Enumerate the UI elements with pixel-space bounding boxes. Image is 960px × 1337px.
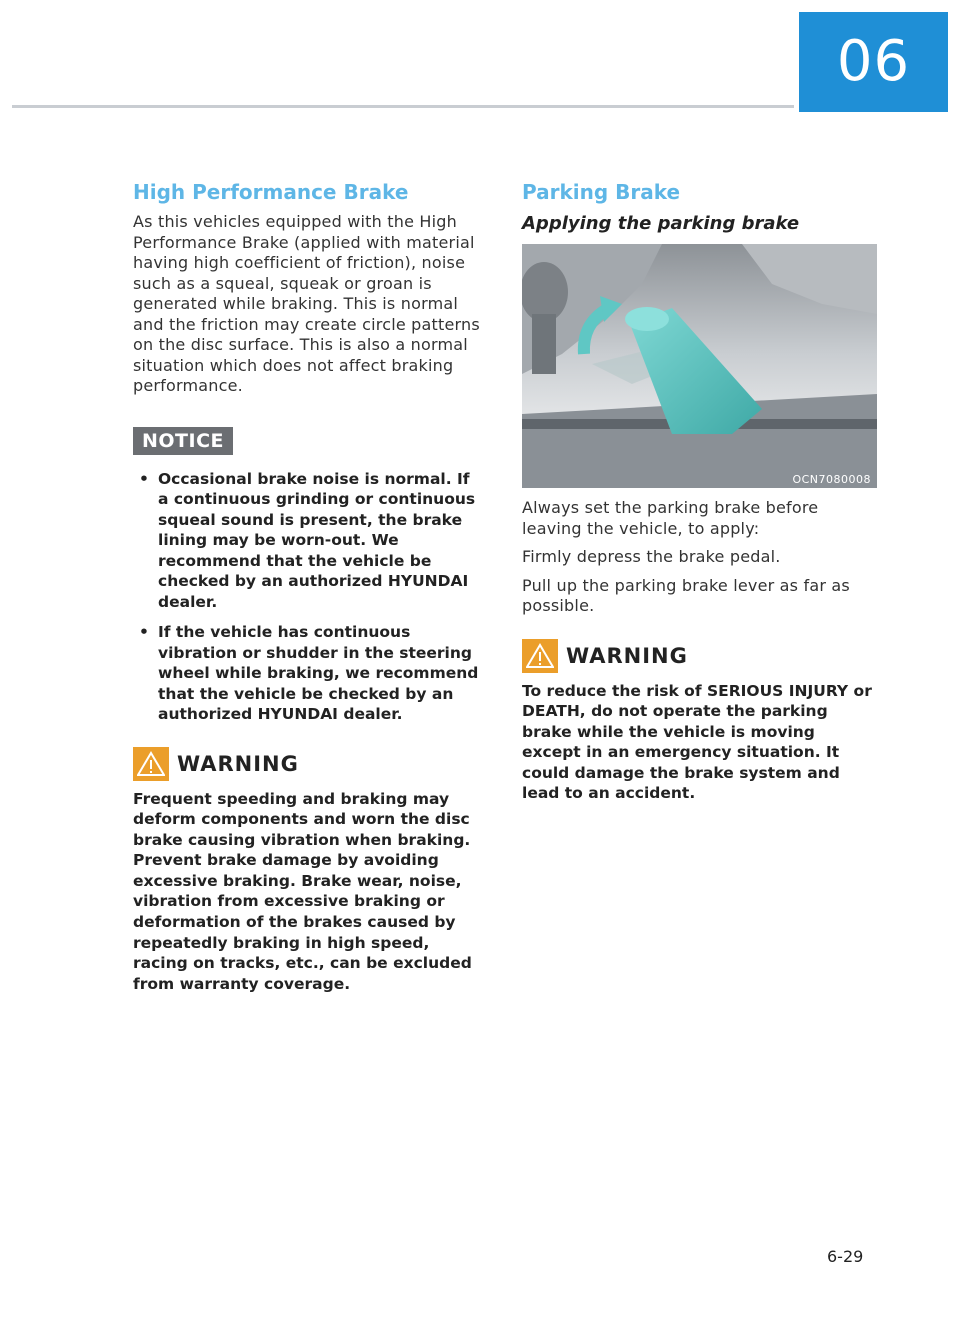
chapter-tab: 06	[799, 12, 948, 112]
notice-item-text: If the vehicle has continuous vibration or shudder in the steering wheel while braking, we recommend that the vehicle be checked by an authorized HYUNDAI dealer.	[158, 623, 479, 723]
warning-triangle-icon	[133, 747, 169, 781]
left-column	[133, 178, 483, 994]
figure-code: OCN7080008	[792, 473, 871, 486]
notice-label: NOTICE	[133, 427, 233, 455]
parking-para-2: Firmly depress the brake pedal.	[522, 547, 781, 566]
notice-list	[133, 469, 483, 725]
parking-brake-illustration	[522, 244, 877, 488]
bullet-icon: •	[139, 623, 149, 641]
bullet-icon: •	[139, 469, 149, 488]
warning-header	[522, 639, 877, 673]
warning-title: WARNING	[177, 751, 299, 776]
notice-item	[133, 469, 483, 613]
subheading-applying: Applying the parking brake	[522, 213, 800, 234]
warning-header	[133, 747, 483, 781]
warning-text: To reduce the risk of SERIOUS INJURY or DEATH, do not operate the parking brake while the vehicle is moving except in an emergency situation. It could damage the brake system and lead to an accident.	[522, 681, 872, 803]
right-column	[522, 178, 877, 804]
warning-text: Frequent speeding and braking may deform components and worn the disc brake causing vibration when braking. Prevent brake damage by avoiding excessive braking. Brake wear, noise, vibration from excessive braking or deformation of the brakes caused by repeatedly braking in high speed, racing on tracks, etc., can be excluded from warranty coverage.	[133, 789, 472, 993]
page-number: 6-29	[827, 1247, 864, 1266]
section-heading-high-performance-brake: High Performance Brake	[133, 180, 409, 204]
parking-brake-figure	[522, 244, 877, 488]
intro-paragraph: As this vehicles equipped with the High Performance Brake (applied with material having high coefficient of friction), noise such as a squeal, squeak or groan is generated while braking. This is normal and the friction may create circle patterns on the disc surface. This is also a normal situation which does not affect braking performance.	[133, 212, 480, 395]
header-rule	[12, 105, 794, 108]
section-heading-parking-brake: Parking Brake	[522, 180, 681, 204]
notice-item-text: Occasional brake noise is normal. If a continuous grinding or continuous squeal sound is present, the brake lining may be worn-out. We recommend that the vehicle be checked by an authorized HYUNDAI dealer.	[158, 469, 476, 611]
notice-item	[133, 622, 483, 725]
parking-para-3: Pull up the parking brake lever as far as possible.	[522, 575, 850, 615]
parking-para-1: Always set the parking brake before leaving the vehicle, to apply:	[522, 498, 819, 538]
warning-title: WARNING	[566, 643, 688, 668]
warning-triangle-icon	[522, 639, 558, 673]
